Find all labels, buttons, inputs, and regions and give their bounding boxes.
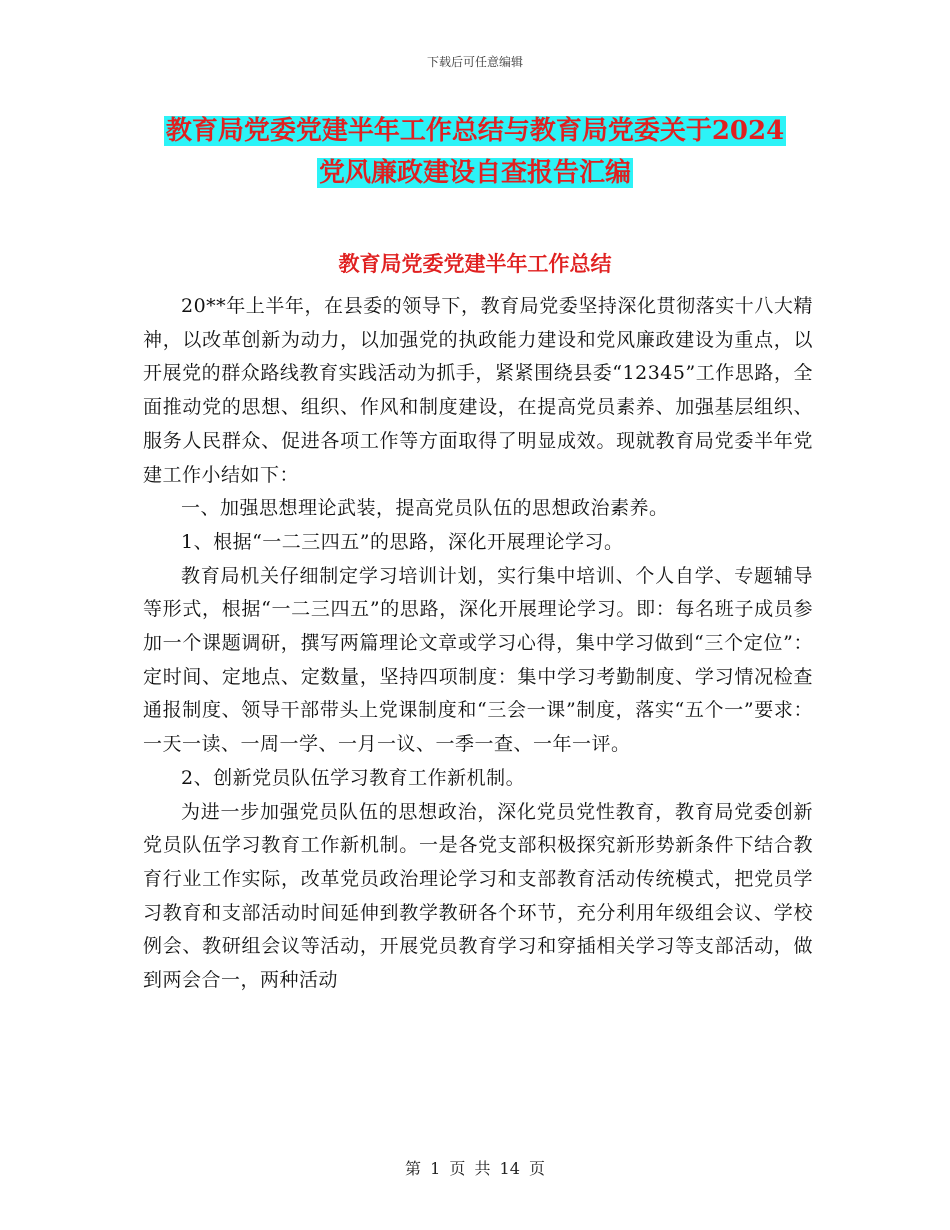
paragraph-heading-1: 一、加强思想理论武装，提高党员队伍的思想政治素养。 xyxy=(181,497,669,520)
paragraph-new-mechanism: 为进一步加强党员队伍的思想政治，深化党员党性教育，教育局党委创新党员队伍学习教育工作新机制。一是各党支部积极探究新形势新条件下结合教育行业工作实际，改革党员政治理论学习和支部教育活动传统模式，把党员学习教育和支部活动时间延伸到教学教研各个环节，充分利用年级组会议、学校例会、教研组会议等活动，开展党员教育学习和穿插相关学习等支部活动，做到两会合一，两种活动 xyxy=(143,800,813,992)
paragraph-subheading-1: 1、根据“一二三四五”的思路，深化开展理论学习。 xyxy=(181,530,624,553)
document-title-line-1 xyxy=(0,114,950,148)
document-title-line-2 xyxy=(0,156,950,190)
title-highlight-1: 教育局党委党建半年工作总结与教育局党委关于2024 xyxy=(165,116,785,146)
document-body xyxy=(143,290,813,998)
paragraph-intro: 20**年上半年，在县委的领导下，教育局党委坚持深化贯彻落实十八大精神，以改革创新为动力，以加强党的执政能力建设和党风廉政建设为重点，以开展党的群众路线教育实践活动为抓手，紧紧围绕县委“12345”工作思路，全面推动党的思想、组织、作风和制度建设，在提高党员素养、加强基层组织、服务人民群众、促进各项工作等方面取得了明显成效。现就教育局党委半年党建工作小结如下： xyxy=(143,295,813,486)
page-header-note: 下载后可任意编辑 xyxy=(426,55,523,69)
paragraph-study-plan: 教育局机关仔细制定学习培训计划，实行集中培训、个人自学、专题辅导等形式，根据“一二三四五”的思路，深化开展理论学习。即：每名班子成员参加一个课题调研，撰写两篇理论文章或学习心得，集中学习做到“三个定位”：定时间、定地点、定数量，坚持四项制度：集中学习考勤制度、学习情况检查通报制度、领导干部带头上党课制度和“三会一课”制度，落实“五个一”要求：一天一读、一周一学、一月一议、一季一查、一年一评。 xyxy=(143,564,813,756)
section-heading: 教育局党委党建半年工作总结 xyxy=(338,251,612,276)
paragraph-subheading-2: 2、创新党员队伍学习教育工作新机制。 xyxy=(181,766,526,789)
title-highlight-2: 党风廉政建设自查报告汇编 xyxy=(318,158,631,188)
page-number-footer: 第 1 页 共 14 页 xyxy=(405,1159,545,1178)
